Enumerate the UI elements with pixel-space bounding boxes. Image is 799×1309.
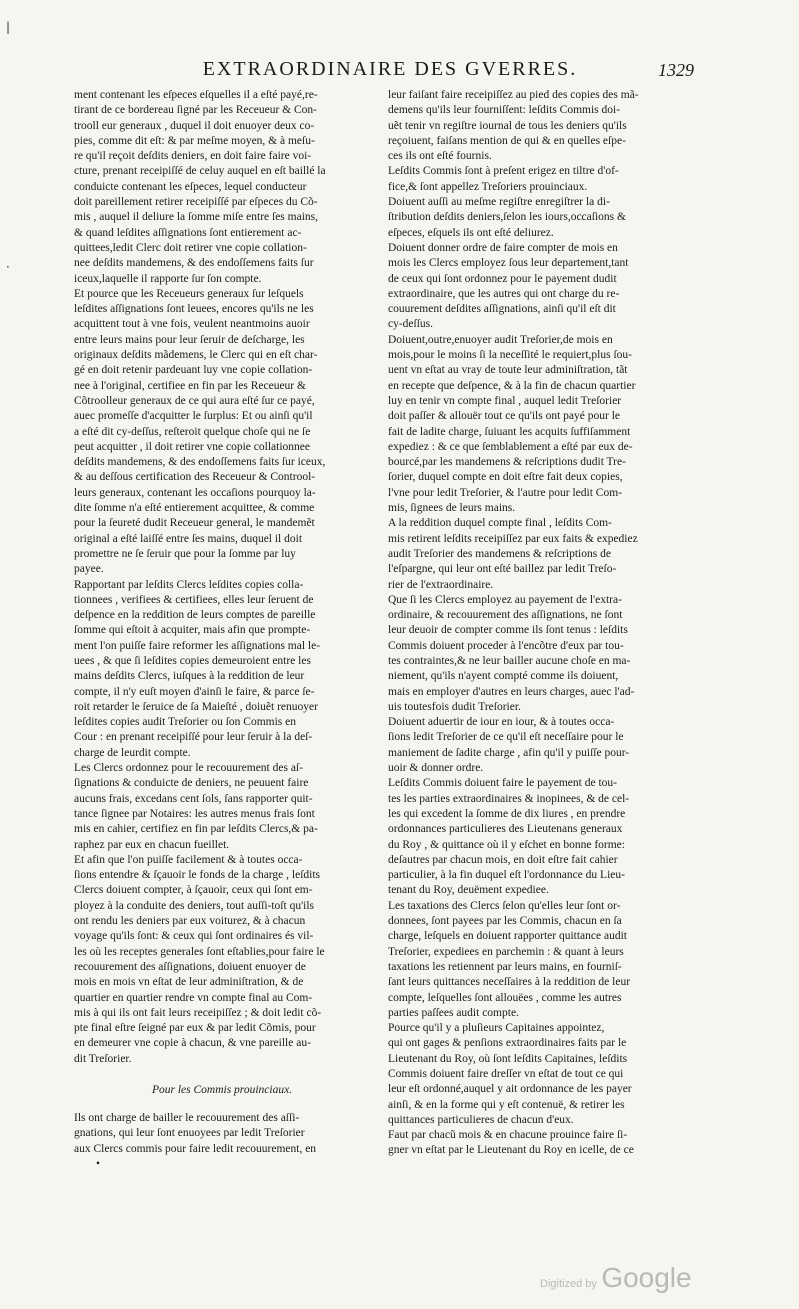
text-line: dite ſomme n'a eſté entierement acquittee, & comme <box>74 502 315 515</box>
text-line: en recepte que deſpence, & à la fin de chacun quartier <box>388 379 636 392</box>
text-line: ſions entendre & ſçauoir le fonds de la charge , leſdits <box>74 869 321 882</box>
text-line: Faut par chacũ mois & en chacune prouince faire ſi- <box>388 1129 628 1142</box>
text-line: ces ils ont eſté fournis. <box>388 150 492 163</box>
text-line: deſpence en la reddition de leurs comptes de pareille <box>74 609 316 622</box>
watermark-prefix: Digitized by <box>540 1278 597 1290</box>
text-line: uoir & donner ordre. <box>388 762 484 775</box>
text-line: Doiuent aduertir de iour en iour, & à toutes occa- <box>388 716 615 729</box>
text-line: de ceux qui ſont ordonnez pour le payement dudit <box>388 272 617 285</box>
text-line: dit Treſorier. <box>74 1052 132 1065</box>
text-line: gner vn eſtat par le Lieutenant du Roy en icelle, de ce <box>388 1144 634 1157</box>
text-line: Leſdits Commis ſont à preſent erigez en tiltre d'of- <box>388 165 619 178</box>
text-line: Commis doiuent faire dreſſer vn eſtat de tout ce qui <box>388 1068 624 1080</box>
page-number: 1329 <box>658 60 694 80</box>
text-line: en demeurer vne copie à chacun, & vne pareille au- <box>74 1037 311 1050</box>
catchword: • <box>96 1157 101 1170</box>
text-line: re qu'il reçoit deſdits deniers, en doit faire faire voi- <box>74 150 312 163</box>
text-line: doit paſſer & allouër tout ce qu'ils ont payé pour le <box>388 410 621 423</box>
text-line: peut acquitter , il doit retirer vne copie collationnee <box>74 440 310 453</box>
text-line: gé en doit retenir pardeuant luy vne copie collation- <box>74 364 313 377</box>
text-line: aux Clercs commis pour faire ledit recouurement, en <box>74 1142 317 1155</box>
left-column <box>74 88 370 1172</box>
text-line: audit Treſorier des mandemens & reſcriptions de <box>388 547 611 560</box>
text-line: doit pareillement retirer receipiſſé par eſpeces du Cõ- <box>74 196 318 209</box>
text-line: mis à qui ils ont fait leurs receipiſſez ; & doit ledit cõ- <box>74 1006 322 1019</box>
text-line: original a eſté laiſſé entre ſes mains, duquel il doit <box>74 532 303 545</box>
text-line: ordinaire, & recouurement des aſſignations, ne ſont <box>388 609 623 622</box>
text-line: ordonnances particulieres des Lieutenans generaux <box>388 823 623 836</box>
left-column-text-after <box>74 1111 370 1157</box>
text-line: ſorier, duquel compte en doit eſtre fait deux copies, <box>388 471 623 484</box>
text-line: pies, comme dit eſt: & par meſme moyen, & à meſu- <box>74 134 315 147</box>
text-line: parties paſſees audit compte. <box>388 1006 519 1019</box>
text-line: bourcé,par les mandemens & reſcriptions dudit Tre- <box>388 456 626 469</box>
text-line: mois les Clercs employez ſous leur departement,tant <box>388 257 629 270</box>
text-line: ment l'on puiſſe faire reformer les aſſignations mal le- <box>74 639 321 652</box>
text-line: & quand leſdites aſſignations ſont entierement ac- <box>74 226 302 239</box>
text-line: extraordinaire, que les autres qui ont charge du re- <box>388 287 620 300</box>
text-line: roit retarder le ſeruice de ſa Maieſté , doiuẽt renuoyer <box>74 700 318 713</box>
text-line: mis retirent leſdits receipiſſez par eux faits & expediez <box>388 532 638 545</box>
text-line: tionnees , verifiees & certifiees, elles leur ſeruent de <box>74 593 314 606</box>
text-line: ſant leurs quittances neceſſaires à la reddition de leur <box>388 976 631 989</box>
text-line: les qui excedent la ſomme de dix liures , en prendre <box>388 807 626 820</box>
text-line: uees , & que ſi leſdites copies demeuroient entre les <box>74 654 311 667</box>
text-line: Commis doiuent proceder à l'encõtre d'eux par tou- <box>388 639 624 652</box>
text-line: ployez à la conduite des deniers, tout auſſi-toſt qu'ils <box>74 899 315 912</box>
text-line: charge, leſquels en doiuent rapporter quittance audit <box>388 930 627 943</box>
text-line: promettre ne ſe ſeruir que pour la ſomme par luy <box>74 547 296 560</box>
text-line: Doiuent donner ordre de faire compter de mois en <box>388 241 618 254</box>
text-line: leur deuoir de compter comme ils ſont tenus : leſdits <box>388 624 628 637</box>
text-line: Que ſi les Clercs employez au payement de l'extra- <box>388 593 622 606</box>
text-line: Les taxations des Clercs ſelon qu'elles leur ſont or- <box>388 899 621 912</box>
text-line: rier de l'extraordinaire. <box>388 578 494 591</box>
text-line: compte, il n'y euſt moyen d'ainſi le faire, & parce ſe- <box>74 685 315 698</box>
running-head: EXTRAORDINAIRE DES GVERRES. <box>202 58 578 80</box>
margin-mark: | <box>6 20 11 34</box>
text-line: quittances particulieres de chacun d'eux. <box>388 1113 574 1126</box>
margin-mark: · <box>6 260 10 274</box>
text-line: Ils ont charge de bailler le recouurement des aſſi- <box>74 1112 300 1124</box>
text-line: gnations, qui leur ſont enuoyees par ledit Treſorier <box>74 1127 305 1140</box>
text-line: leſdites copies audit Treſorier ou ſon Commis en <box>74 716 296 729</box>
text-line: uẽt tenir vn regiſtre iournal de tous les deniers qu'ils <box>388 119 627 132</box>
text-line: du Roy , & quittance où il y eſchet en bonne forme: <box>388 838 625 851</box>
text-line: maniement de ſadite charge , afin qu'il y puiſſe pour- <box>388 746 630 759</box>
text-line: aucuns frais, excedans cent ſols, ſans rapporter quit- <box>74 792 313 805</box>
text-line: deſautres par chacun mois, en doit eſtre fait cahier <box>388 853 618 866</box>
text-line: a eſté dit cy-deſſus, reſteroit quelque choſe qui ne ſe <box>74 425 311 438</box>
text-line: tes les parties extraordinaires & inopinees, & de cel- <box>388 792 630 805</box>
text-line: Clercs doiuent compter, à ſçauoir, ceux qui ſont em- <box>74 884 313 897</box>
text-line: originaux deſdits mãdemens, le Clerc qui en eſt char- <box>74 349 318 362</box>
text-line: mais en employer d'autres en leurs charges, auec l'ad- <box>388 685 635 698</box>
text-line: Doiuent auſſi au meſme regiſtre enregiſtrer la di- <box>388 196 610 209</box>
text-line: quartier en quartier rendre vn compte final au Com- <box>74 991 313 1004</box>
text-line: mains deſdits Clercs, iuſques à la reddition de leur <box>74 670 305 683</box>
text-line: ont rendu les deniers par eux voiturez, & à chacun <box>74 915 306 928</box>
google-logo: Google <box>601 1262 692 1293</box>
text-line: Doiuent,outre,enuoyer audit Treſorier,de mois en <box>388 333 613 346</box>
left-column-text <box>74 88 370 1067</box>
text-line: les où les receptes generales ſont eſtablies,pour faire le <box>74 945 325 958</box>
text-line: ment contenant les eſpeces eſquelles il a eſté payé,re- <box>74 89 318 101</box>
text-line: pte final eſtre ſeigné par eux & par ledit Cõmis, pour <box>74 1022 316 1035</box>
text-line: Pource qu'il y a pluſieurs Capitaines appointez, <box>388 1022 605 1035</box>
text-line: ſignations & conduicte de deniers, ne peuuent faire <box>74 777 309 790</box>
text-line: iceux,laquelle il rapporte ſur ſon compte. <box>74 272 262 285</box>
text-line: fait de ladite charge, ſuiuant les acquits ſuffiſamment <box>388 425 631 438</box>
text-line: niement, qu'ils n'ayent compté comme ils doiuent, <box>388 670 619 683</box>
text-line: ſions ledit Treſorier de ce qu'il eſt neceſſaire pour le <box>388 731 624 744</box>
text-line: Leſdits Commis doiuent faire le payement de tou- <box>388 777 617 790</box>
text-line: ainſi, & en la forme qui y eſt contenuë, & retirer les <box>388 1098 625 1111</box>
text-line: compte, leſquelles ſont allouëes , comme les autres <box>388 991 622 1004</box>
text-line: leur faiſant faire receipiſſez au pied des copies des mã- <box>388 89 639 101</box>
text-line: eſpeces, eſquels ils ont eſté deliurez. <box>388 226 554 239</box>
text-line: couurement deſdites aſſignations, ainſi qu'il eſt dit <box>388 303 616 316</box>
text-line: Cour : en prenant receipiſſé pour leur ſeruir à la deſ- <box>74 731 313 744</box>
digitized-watermark <box>540 1262 692 1294</box>
text-line: ſomme qui eſtoit à acquiter, mais afin que prompte- <box>74 624 311 637</box>
right-column <box>388 88 688 1159</box>
right-column-text <box>388 88 688 1159</box>
text-line: Et afin que l'on puiſſe facilement & à toutes occa- <box>74 853 303 866</box>
text-line: mis en cahier, certifiez en fin par leſdits Clercs,& pa- <box>74 823 318 836</box>
text-line: leſdites aſſignations ſont leuees, encores qu'ils ne les <box>74 303 314 316</box>
text-line: entre leurs mains pour leur ſeruir de deſcharge, les <box>74 333 305 346</box>
text-line: cture, prenant receipiſſé de celuy auquel en eſt baillé la <box>74 165 326 178</box>
text-line: quittees,ledit Clerc doit retirer vne copie collation- <box>74 241 307 254</box>
text-line: pour la ſeureté dudit Receueur general, le mandemẽt <box>74 517 315 530</box>
text-line: luy en tenir vn compte final , auquel ledit Treſorier <box>388 394 622 407</box>
text-line: raphez par eux en chacun fueillet. <box>74 838 230 851</box>
text-line: taxations les retiennent par leurs mains, en fourniſ- <box>388 960 622 973</box>
text-line: donnees, ſont payees par les Commis, chacun en ſa <box>388 915 622 928</box>
text-line: ſtribution deſdits deniers,ſelon les iours,occaſions & <box>388 211 626 224</box>
text-line: cy-deſſus. <box>388 318 434 331</box>
text-line: Lieutenant du Roy, où ſont leſdits Capitaines, leſdits <box>388 1052 628 1065</box>
text-line: tirant de ce bordereau ſigné par les Receueur & Con- <box>74 104 317 117</box>
text-line: & au deſſous certification des Receueur & Controol- <box>74 471 316 484</box>
text-line: tes contraintes,& ne leur bailler aucune choſe en ma- <box>388 654 631 667</box>
text-line: l'eſpargne, qui leur ont eſté baillez par ledit Treſo- <box>388 563 617 576</box>
text-line: particulier, à la fin duquel eſt l'ordonnance du Lieu- <box>388 869 625 882</box>
text-line: uent vn eſtat au vray de toute leur adminiſtration, tãt <box>388 364 628 377</box>
text-line: leur eſt ordonné,auquel y ait ordonnance de les payer <box>388 1083 632 1096</box>
text-line: demens qu'ils leur fourniſſent: leſdits Commis doi- <box>388 104 621 117</box>
text-line: charge de leurdit compte. <box>74 746 191 759</box>
text-line: trooll eur generaux , duquel il doit enuoyer deux co- <box>74 119 315 132</box>
text-line: tenant du Roy, deuëment expediee. <box>388 884 549 897</box>
text-line: payee. <box>74 563 104 576</box>
text-line: mois en mois vn eſtat de leur adminiſtration, & de <box>74 976 304 989</box>
text-line: leurs generaux, contenant les occaſions pourquoy la- <box>74 486 316 499</box>
text-line: fice,& ſont appellez Treſoriers prouinciaux. <box>388 180 588 193</box>
text-line: voyage qu'ils ſont: & ceux qui ſont ordinaires és vil- <box>74 930 314 943</box>
text-line: conduicte contenant les eſpeces, lequel conducteur <box>74 180 307 193</box>
text-line: expediez : & ce que ſemblablement a eſté par eux de- <box>388 440 633 453</box>
text-line: acquittent tout à vne fois, veulent neantmoins auoir <box>74 318 310 331</box>
text-line: mois,pour le moins ſi la neceſſité le requiert,plus ſou- <box>388 349 632 362</box>
text-line: deſdits mandemens, & des endoſſemens faits ſur iceux, <box>74 456 326 469</box>
text-line: tance ſignee par Notaires: les autres menus frais ſont <box>74 807 315 820</box>
text-line: auec promeſſe d'acquitter le ſurplus: Et ou ainſi qu'il <box>74 410 313 423</box>
text-line: Les Clercs ordonnez pour le recouurement des aſ- <box>74 762 303 775</box>
text-line: nee deſdits mandemens, & des endoſſemens faits ſur <box>74 257 314 270</box>
text-line: Treſorier, expediees en parchemin : & quant à leurs <box>388 945 624 958</box>
text-line: Rapportant par leſdits Clercs leſdites copies colla- <box>74 578 304 591</box>
text-line: nee à l'original, certifiee en fin par les Receueur & <box>74 379 306 392</box>
text-line: mis, ſignees de leurs mains. <box>388 502 516 515</box>
text-line: uis toutesfois dudit Treſorier. <box>388 700 521 713</box>
text-line: Et pource que les Receueurs generaux ſur leſquels <box>74 287 304 300</box>
text-line: A la reddition duquel compte final , leſdits Com- <box>388 517 612 530</box>
text-line: l'vne pour ledit Treſorier, & l'autre pour ledit Com- <box>388 486 622 499</box>
text-line: qui ont gages & penſions extraordinaires faits par le <box>388 1037 627 1050</box>
text-line: reçoiuent, faiſans mention de qui & en quelles eſpe- <box>388 134 626 147</box>
text-line: Cõtroolleur generaux de ce qui aura eſté ſur ce payé, <box>74 394 315 407</box>
text-line: recouurement des aſſignations, doiuent enuoyer de <box>74 960 306 973</box>
text-line: mis , auquel il deliure la ſomme miſe entre ſes mains, <box>74 211 318 224</box>
subheading: Pour les Commis prouinciaux. <box>151 1084 293 1096</box>
